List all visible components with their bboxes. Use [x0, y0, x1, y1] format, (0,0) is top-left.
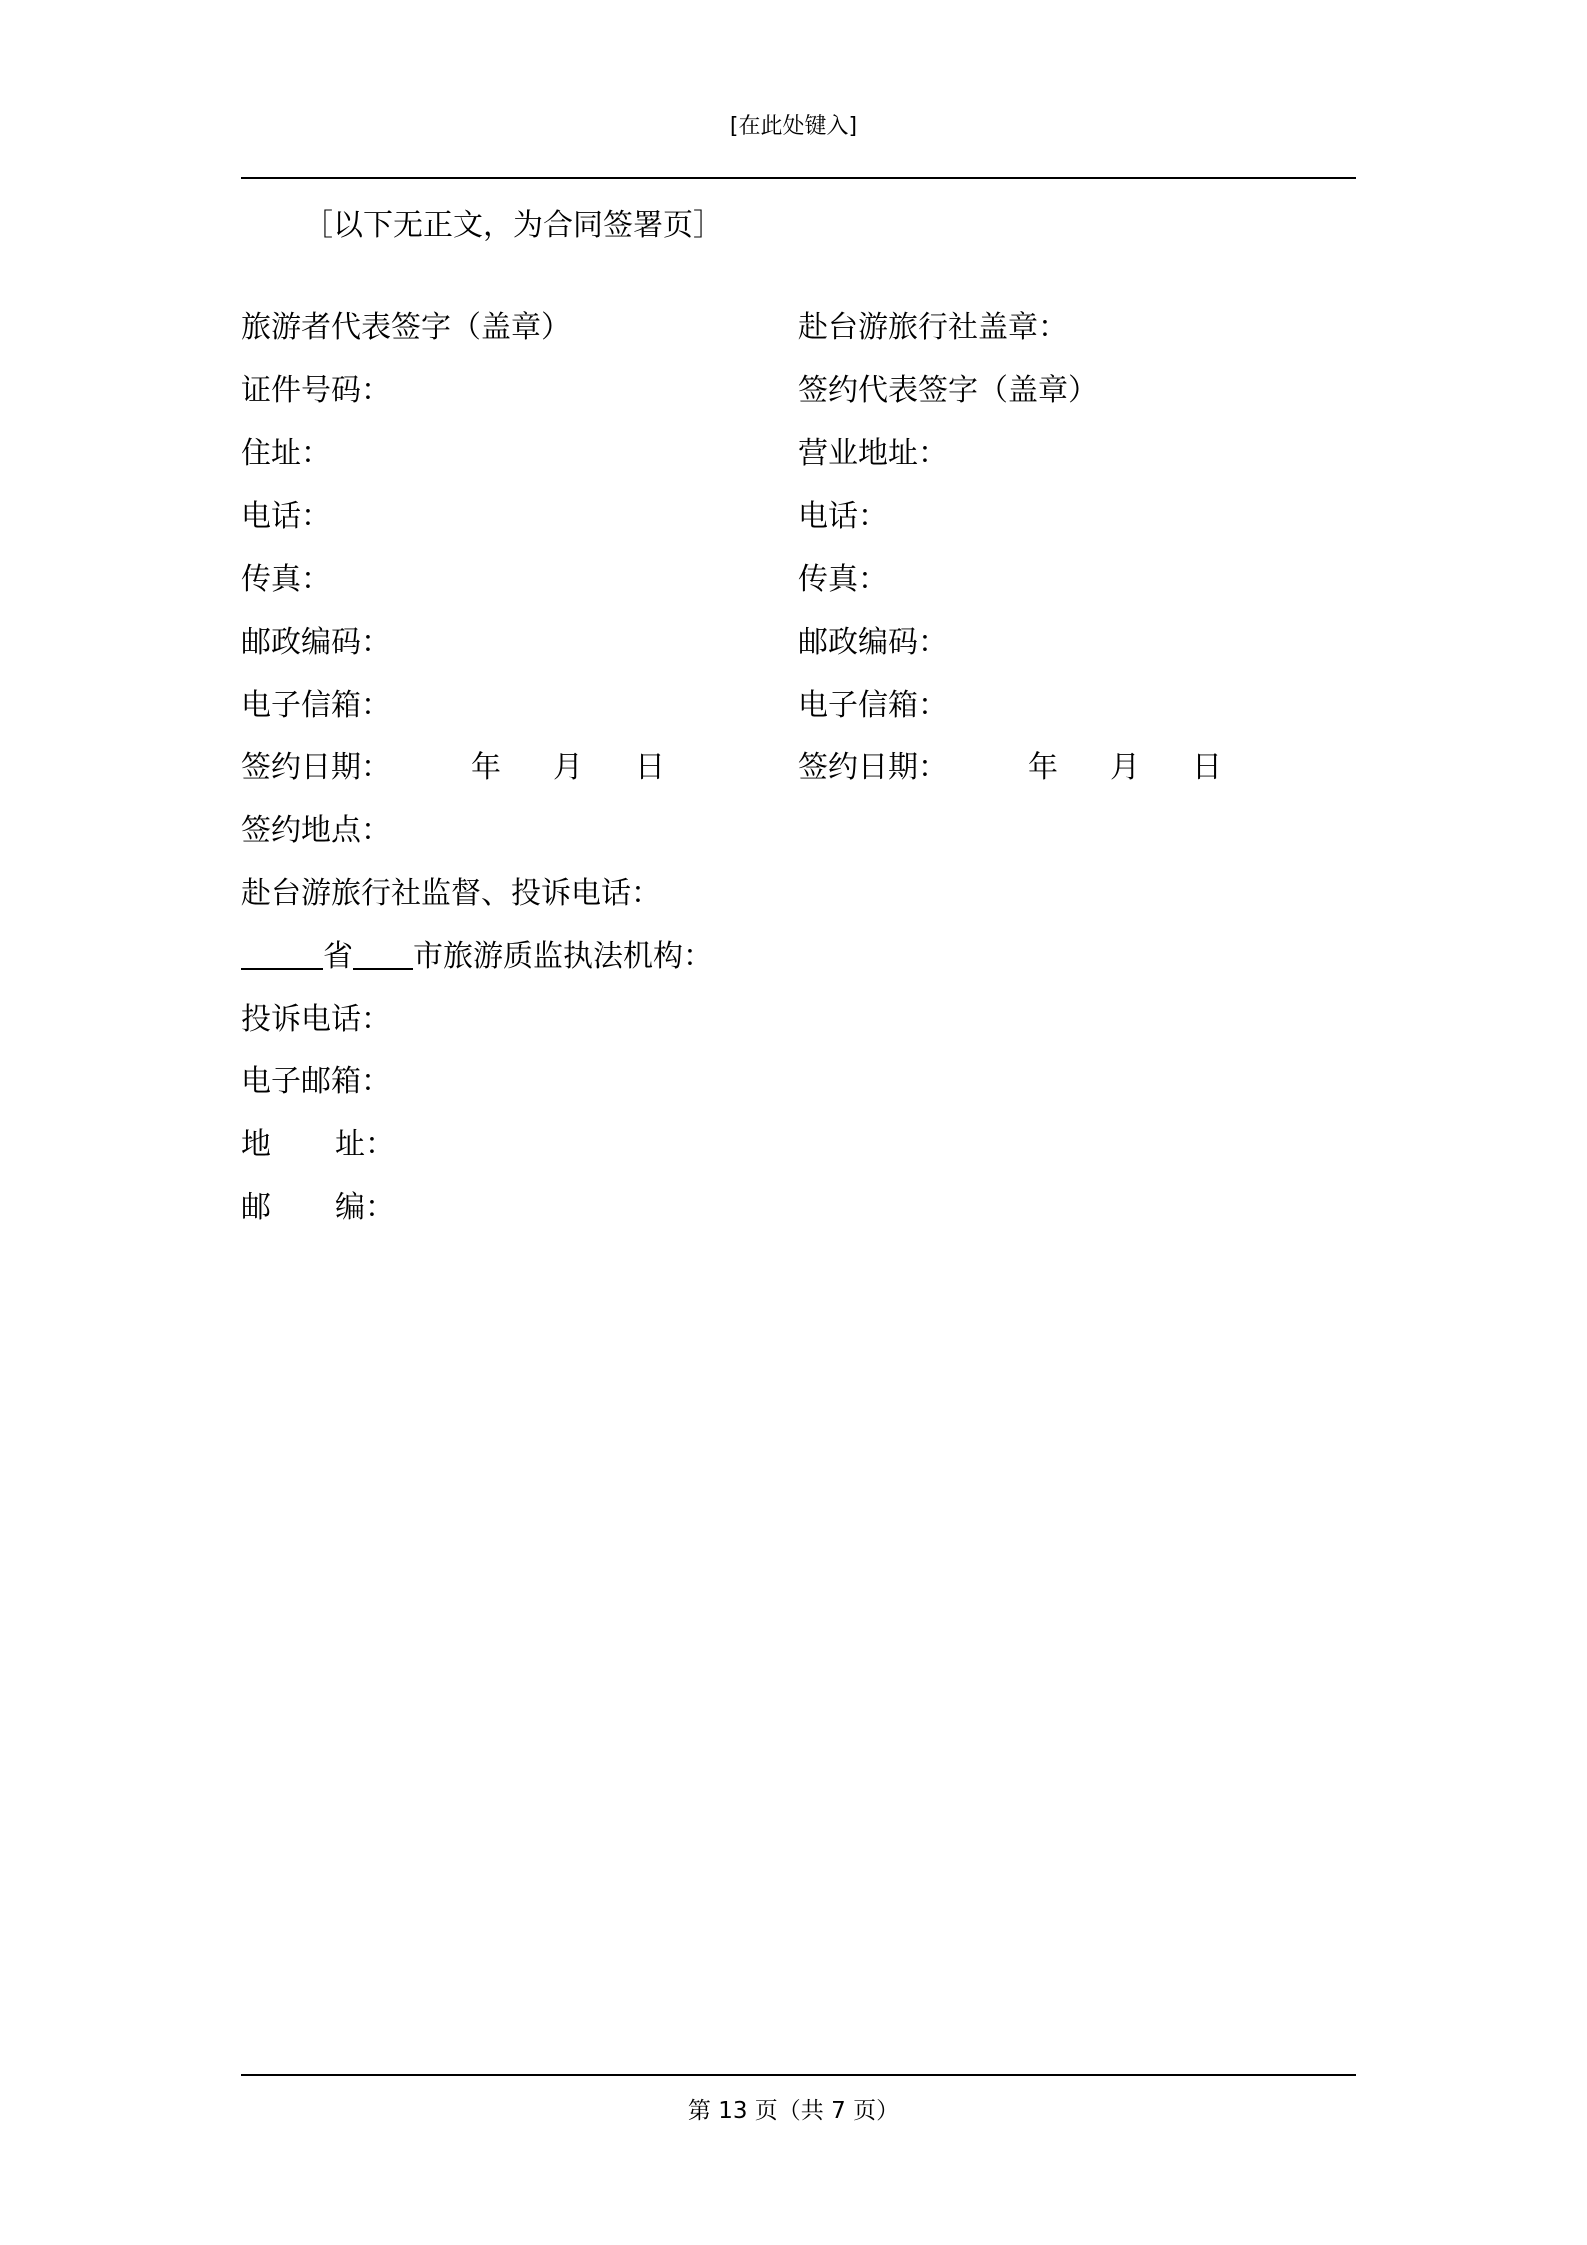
page-number: 第 13 页（共 7 页）	[687, 2098, 900, 2124]
province-blank[interactable]	[241, 938, 323, 970]
agency-postal-code-label: 邮政编码：	[798, 625, 948, 660]
year-label: 年	[1028, 750, 1058, 785]
authority-address-label	[241, 1125, 395, 1165]
day-label: 日	[1192, 750, 1222, 785]
agency-phone-label: 电话：	[798, 499, 888, 534]
postcode-char-1: 邮	[241, 1190, 271, 1225]
business-address-label: 营业地址：	[798, 436, 948, 471]
header-divider	[241, 177, 1356, 179]
sign-date-label: 签约日期：	[798, 750, 948, 785]
traveler-address-label: 住址：	[241, 436, 331, 471]
authority-postcode-label	[241, 1188, 395, 1228]
agency-email-label: 电子信箱：	[798, 688, 948, 723]
header-placeholder[interactable]: [在此处键入]	[729, 114, 858, 139]
footer-divider	[241, 2074, 1356, 2076]
traveler-postal-code-label: 邮政编码：	[241, 625, 391, 660]
address-char-2: 址：	[335, 1127, 395, 1162]
year-label: 年	[471, 750, 501, 785]
sign-date-label: 签约日期：	[241, 750, 391, 785]
traveler-sign-date	[241, 748, 665, 788]
authority-email-label: 电子邮箱：	[241, 1064, 391, 1099]
address-char-1: 地	[241, 1127, 271, 1162]
rep-signature-label: 签约代表签字（盖章）	[798, 373, 1098, 408]
traveler-phone-label: 电话：	[241, 499, 331, 534]
id-number-label: 证件号码：	[241, 373, 391, 408]
authority-line	[241, 937, 713, 977]
month-label: 月	[1110, 750, 1140, 785]
city-blank[interactable]	[353, 938, 413, 970]
traveler-fax-label: 传真：	[241, 562, 331, 597]
agency-fax-label: 传真：	[798, 562, 888, 597]
agency-sign-date	[798, 748, 1222, 788]
province-label: 省	[323, 939, 353, 974]
month-label: 月	[553, 750, 583, 785]
traveler-email-label: 电子信箱：	[241, 688, 391, 723]
traveler-signature-label: 旅游者代表签字（盖章）	[241, 310, 571, 345]
sign-place-label: 签约地点：	[241, 813, 391, 848]
complaint-phone-label: 投诉电话：	[241, 1002, 391, 1037]
day-label: 日	[635, 750, 665, 785]
postcode-char-2: 编：	[335, 1190, 395, 1225]
agency-complaint-label: 赴台游旅行社监督、投诉电话：	[241, 876, 661, 911]
agency-seal-label: 赴台游旅行社盖章：	[798, 310, 1068, 345]
no-text-notice: ［以下无正文，为合同签署页］	[303, 208, 723, 243]
authority-label: 市旅游质监执法机构：	[413, 939, 713, 974]
